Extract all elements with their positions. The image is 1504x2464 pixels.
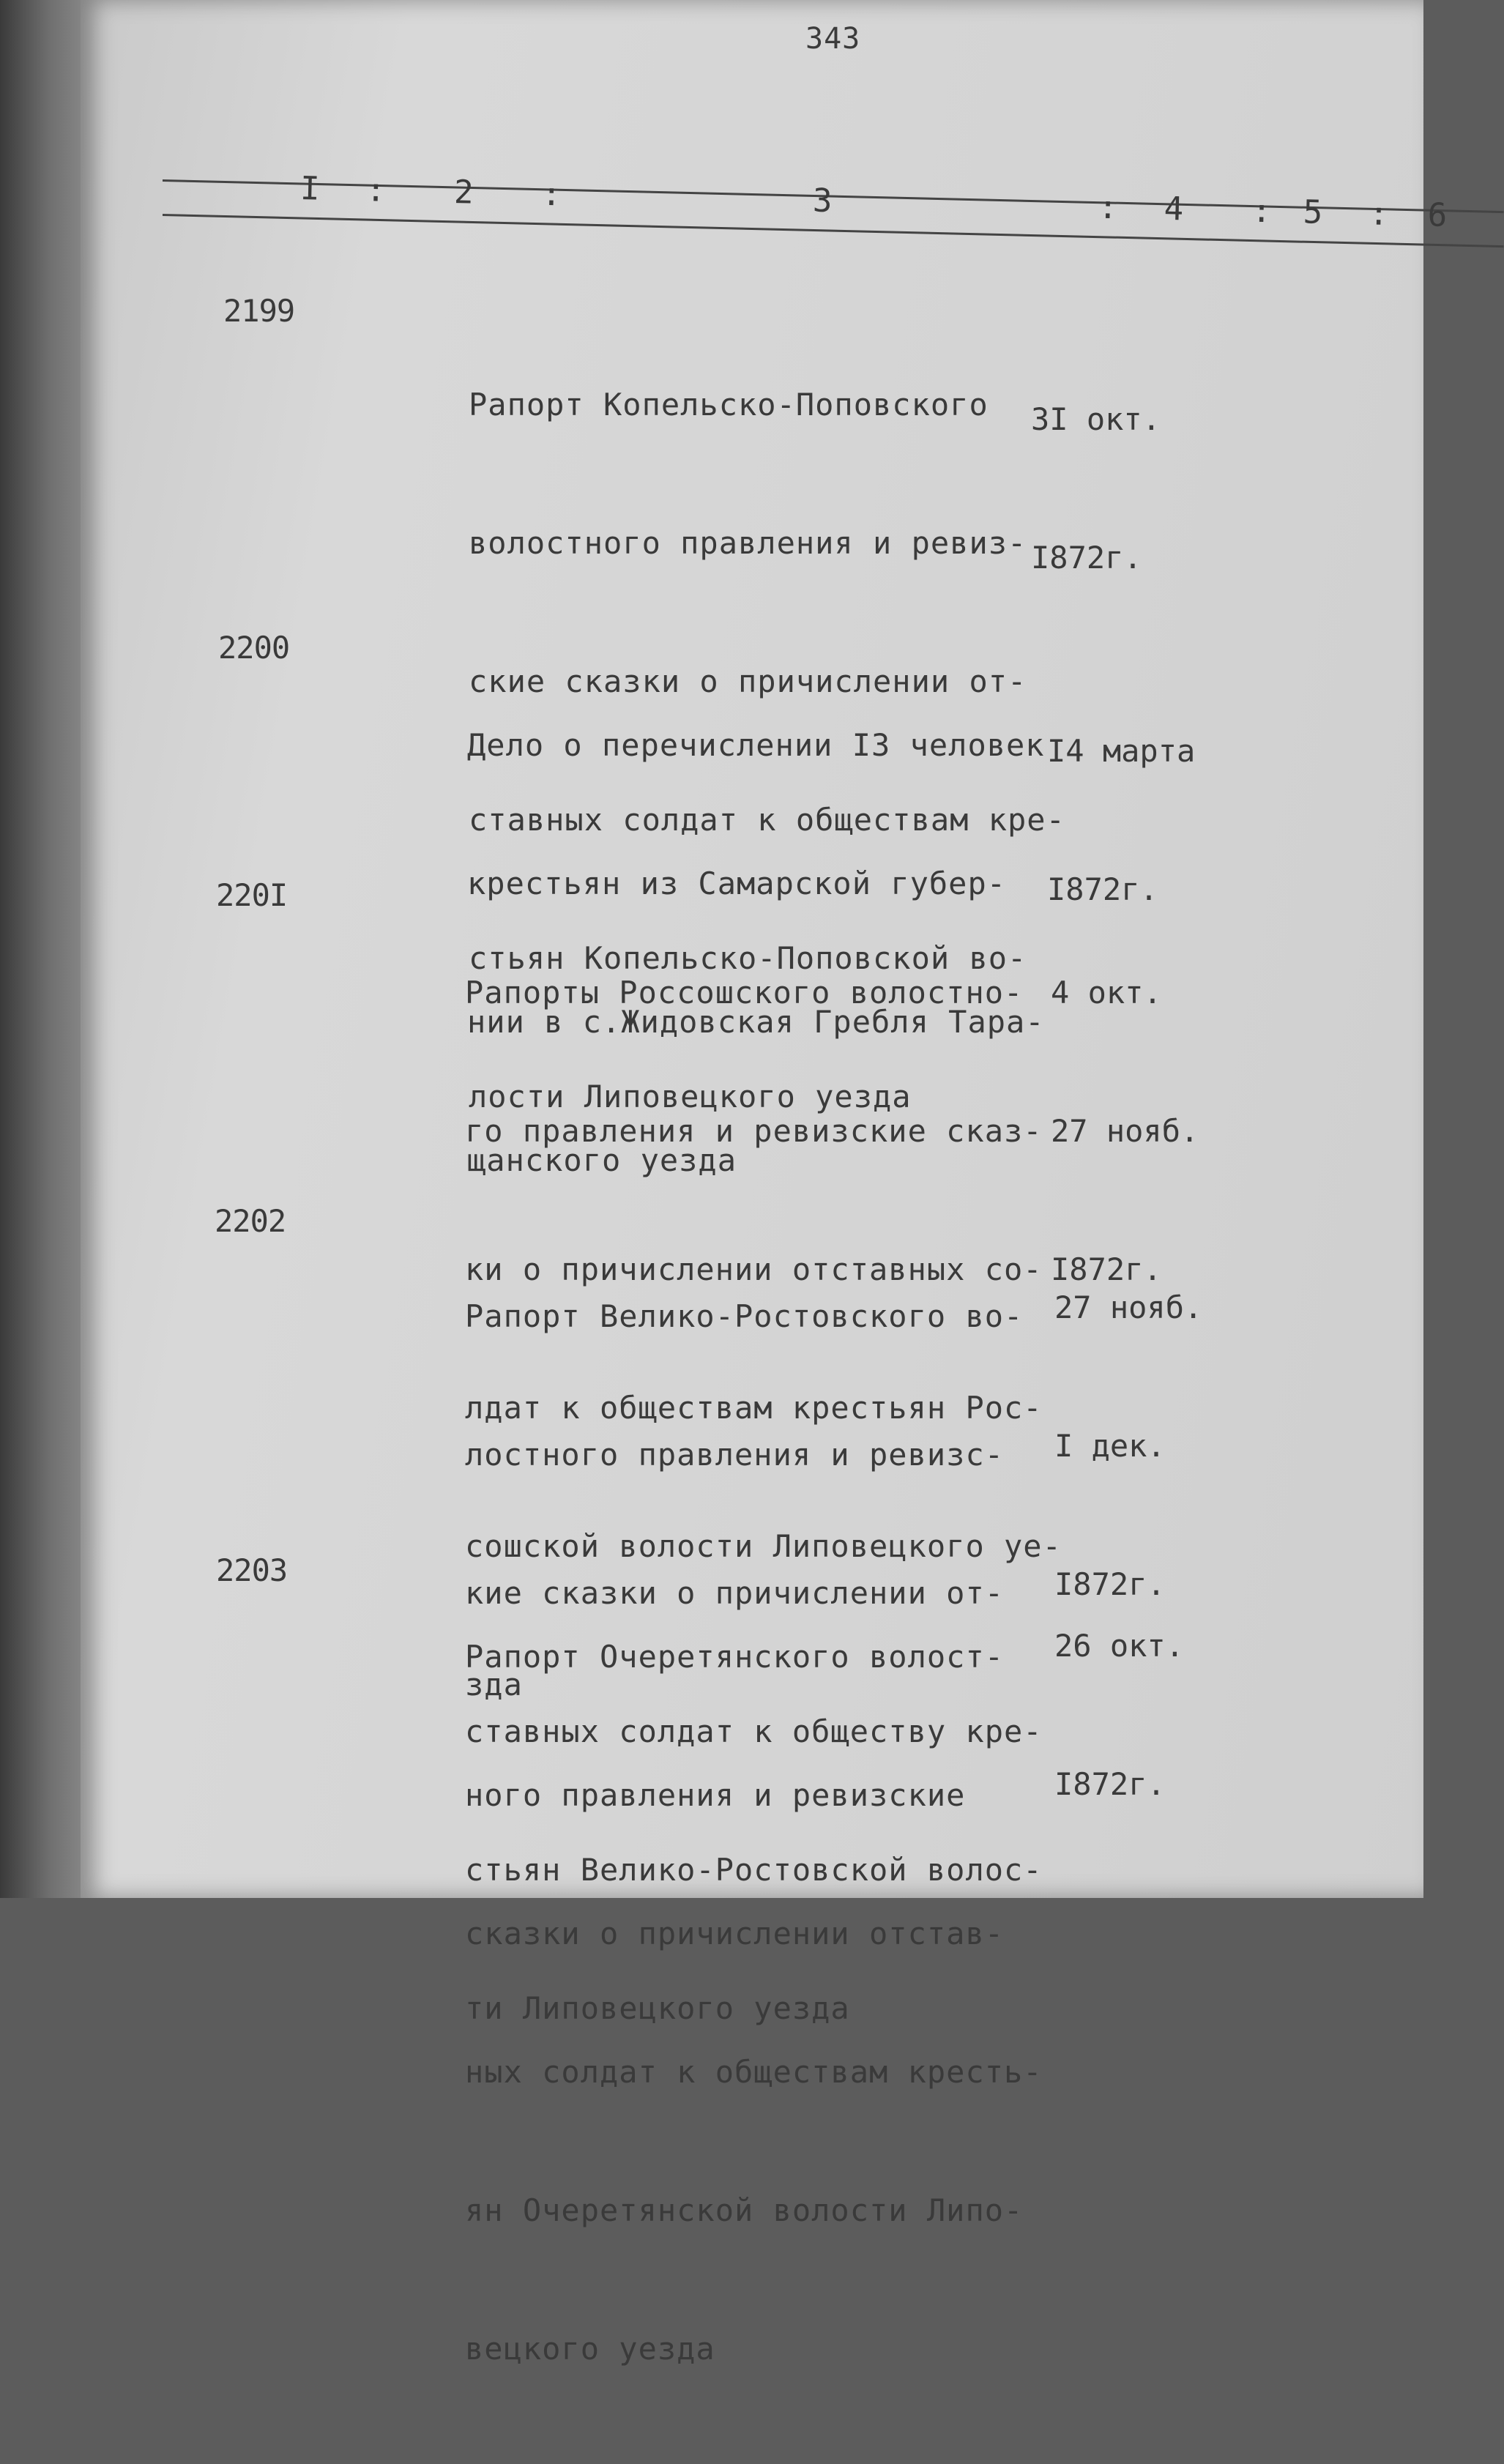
- entry-number: 2202: [215, 1203, 286, 1239]
- description-line: лостного правления и ревизс-: [465, 1437, 1005, 1473]
- description-line: лости Липовецкого уезда: [469, 1079, 912, 1114]
- description-line: стьян Копельско-Поповской во-: [469, 940, 1027, 976]
- document-page: [81, 0, 1448, 2367]
- column-separator: :: [1369, 195, 1389, 234]
- description-line: ных солдат к обществам кресть-: [465, 2054, 1043, 2090]
- entry-dates: [1031, 304, 1161, 673]
- column-header-5: 5: [1303, 193, 1323, 231]
- description-line: сказки о причислении отстав-: [465, 1916, 1005, 1951]
- description-line: Рапорт Копельско-Поповского: [469, 387, 989, 423]
- page-number: 343: [805, 22, 861, 56]
- entry-number: 2199: [223, 293, 295, 329]
- date-line: I872г.: [1054, 1766, 1166, 1802]
- column-separator: :: [365, 171, 387, 209]
- date-line: 26 окт.: [1054, 1628, 1185, 1664]
- entry-number: 2203: [216, 1552, 288, 1588]
- column-separator: :: [1098, 188, 1118, 227]
- description-line: волостного правления и ревиз-: [469, 525, 1027, 561]
- column-header-2: 2: [453, 173, 474, 212]
- description-line: кие сказки о причислении от-: [465, 1575, 1005, 1611]
- description-line: Дело о перечислении I3 человек: [467, 727, 1045, 763]
- date-line: 27 нояб.: [1051, 1113, 1199, 1149]
- date-line: I4 марта: [1047, 733, 1196, 769]
- description-line: Рапорты Россошского волостно-: [465, 975, 1024, 1010]
- entry-dates: [1054, 1530, 1184, 1899]
- description-line: ставных солдат к обществу кре-: [465, 1713, 1043, 1749]
- description-line: крестьян из Самарской губер-: [467, 866, 1007, 901]
- book-spine: [0, 0, 89, 1898]
- column-header-3: 3: [812, 182, 833, 220]
- date-line: 27 нояб.: [1054, 1289, 1203, 1325]
- column-separator: :: [541, 175, 562, 214]
- description-line: ские сказки о причислении от-: [469, 663, 1027, 699]
- description-line: сошской волости Липовецкого уе-: [465, 1528, 1062, 1564]
- description-line: Рапорт Велико-Ростовского во-: [465, 1298, 1024, 1334]
- date-line: I дек.: [1054, 1428, 1166, 1464]
- date-line: I872г.: [1051, 1251, 1162, 1287]
- description-line: ставных солдат к обществам кре-: [469, 802, 1065, 838]
- description-line: нии в с.Жидовская Гребля Тара-: [467, 1004, 1045, 1040]
- description-line: го правления и ревизские сказ-: [465, 1113, 1043, 1149]
- date-line: I872г.: [1054, 1566, 1166, 1602]
- description-line: ян Очеретянской волости Липо-: [465, 2192, 1024, 2228]
- date-line: 4 окт.: [1051, 975, 1162, 1010]
- date-line: 3I окт.: [1031, 401, 1161, 437]
- description-line: зда: [465, 1667, 523, 1702]
- date-line: I872г.: [1047, 871, 1158, 907]
- entry-description: [465, 1541, 1043, 2464]
- entry-number: 2200: [218, 630, 290, 666]
- description-line: вецкого уезда: [465, 2331, 715, 2367]
- description-line: стьян Велико-Ростовской волос-: [465, 1852, 1043, 1888]
- column-header-6: 6: [1427, 196, 1448, 234]
- description-line: ного правления и ревизские: [465, 1777, 966, 1813]
- description-line: ки о причислении отставных со-: [465, 1251, 1043, 1287]
- description-line: Рапорт Очеретянского волост-: [465, 1639, 1005, 1675]
- description-line: лдат к обществам крестьян Рос-: [465, 1390, 1043, 1426]
- description-line: щанского уезда: [467, 1142, 737, 1178]
- entry-number: 220I: [216, 877, 288, 913]
- description-line: ти Липовецкого уезда: [465, 1990, 850, 2026]
- column-header-4: 4: [1164, 190, 1184, 228]
- column-separator: :: [1251, 192, 1272, 231]
- date-line: I872г.: [1031, 540, 1142, 576]
- column-header-1: I: [299, 170, 321, 208]
